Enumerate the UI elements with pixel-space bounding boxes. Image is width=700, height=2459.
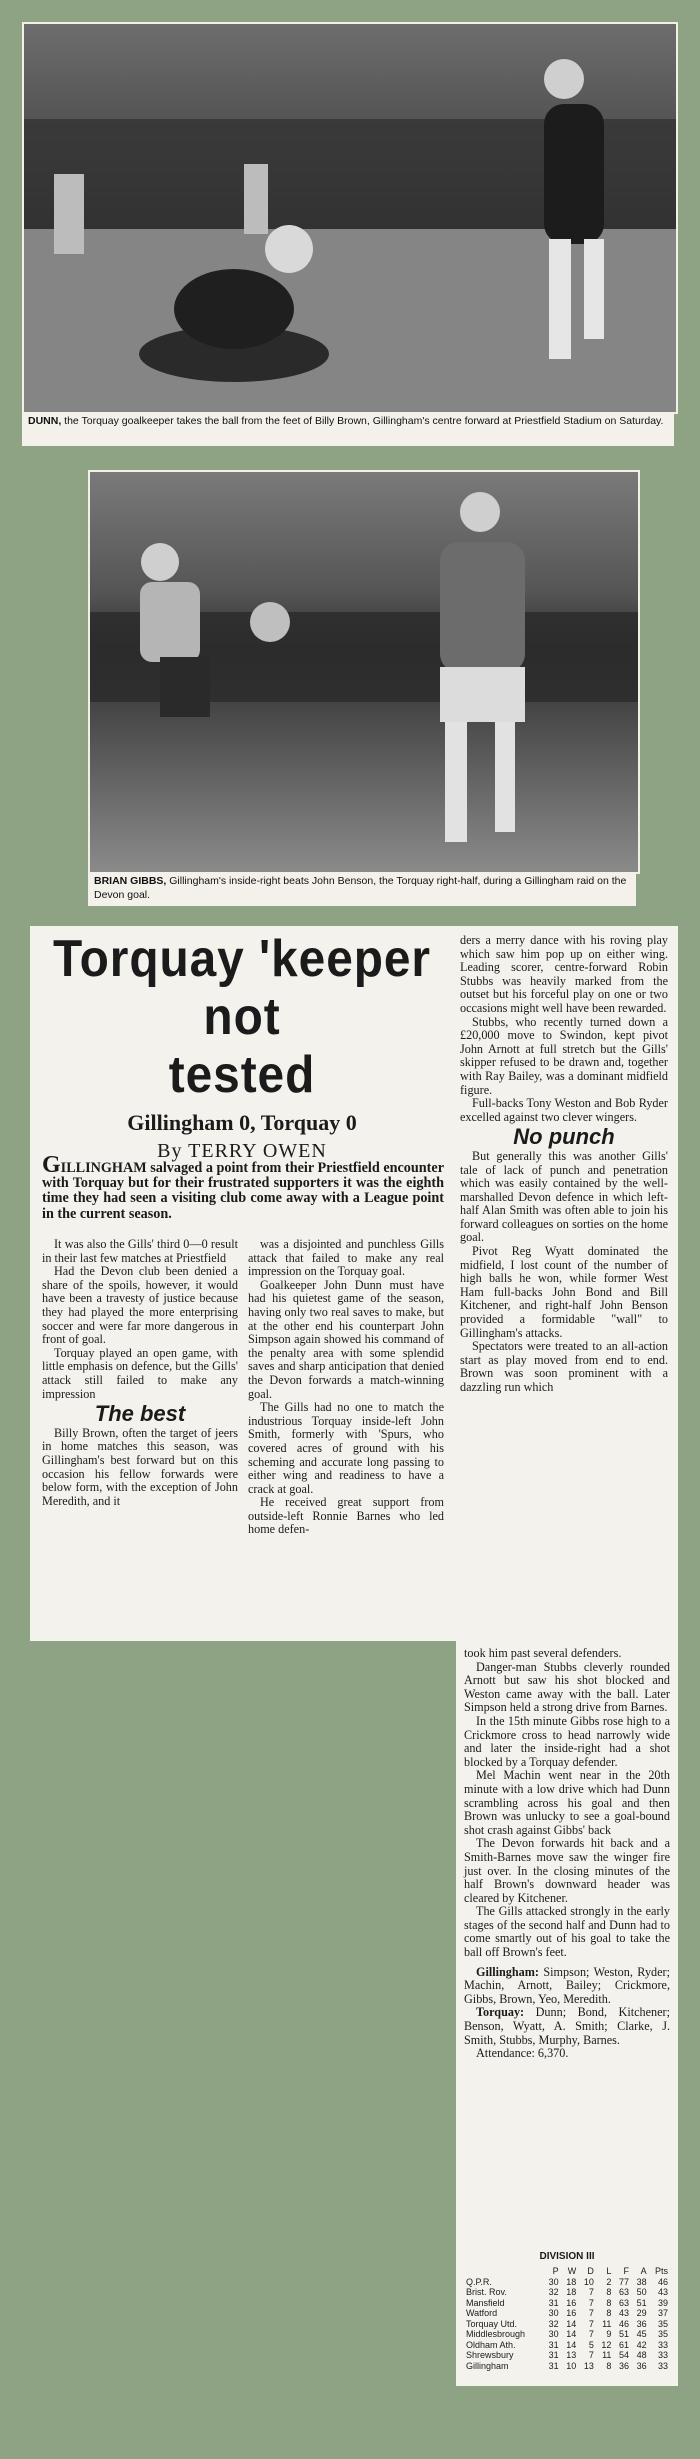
league-stat: 36 [636,2318,647,2329]
league-stat: 46 [618,2318,629,2329]
league-stat: 63 [618,2287,629,2297]
league-stat: 7 [588,2297,594,2308]
league-stat: 77 [618,2276,629,2287]
paragraph: Pivot Reg Wyatt dominated the midfield, I lost count of the number of high balls he won, while former West Ham full-backs John Bond and Bill Kitchener, and right-half John Benson provided a formidable "wall" to Gillingham's attacks. [460,1244,668,1340]
result-subhead: Gillingham 0, Torquay 0 [127,1110,357,1135]
league-stat: 30 [548,2276,559,2287]
league-stat: 8 [606,2308,612,2318]
team-lineup: Simpson; Weston, Ryder; Machin, Arnott, Bailey; Crickmore, Gibbs, Brown, Yeo, Meredith. [464,1964,670,2006]
photo-caption-1 [22,412,674,446]
paragraph: Mel Machin went near in the 20th minute with a low drive which had Dunn scrambling across his goal and then Brown was unlucky to see a goal-bound shot crash against Gibbs' back [464,1768,670,1837]
league-stat: 14 [566,2329,577,2339]
league-stat: 7 [588,2308,594,2318]
league-stat: 9 [606,2329,612,2339]
league-row [464,2340,670,2351]
attendance: Attendance: 6,370. [476,2046,569,2061]
league-stat: 61 [618,2339,629,2350]
league-stat: 35 [657,2318,668,2329]
league-header-cell: P [552,2266,559,2276]
league-stat: 7 [588,2318,594,2329]
league-stat: 14 [566,2318,577,2329]
article-column-4 [464,1647,670,2061]
headline-line-1: Torquay 'keeper not [53,930,431,1046]
league-stat: 8 [606,2297,612,2308]
league-stat: 30 [548,2308,559,2318]
team-label: Torquay: [476,2005,525,2020]
league-stat: 42 [636,2339,647,2350]
paragraph: took him past several defenders. [464,1646,622,1660]
team-label: Gillingham: [476,1964,539,1979]
paragraph: Goalkeeper John Dunn must have had his quietest game of the season, having only two real saves to make, but at the other end his counterpart John Simpson again showed his command of the penalty area with some splendid saves and sharp anticipation that denied the Devon forwards a match-winning goal. [248,1277,444,1401]
league-stat: 30 [548,2329,559,2339]
league-team-name: Shrewsbury [466,2350,514,2360]
league-team-name: Mansfield [466,2297,505,2308]
article-column-2 [248,1238,444,1537]
paragraph: Danger-man Stubbs cleverly rounded Arnott but saw his shot blocked and Weston came away with the ball. Later Simpson held a strong drive from Barnes. [464,1659,670,1715]
league-stat: 51 [636,2297,647,2308]
paragraph: But generally this was another Gills' tale of lack of punch and penetration which was easily contained by the well-marshalled Devon defence in which left-half Alan Smith was often able to join his forward colleagues on sorties on the home goal. [460,1148,668,1245]
league-stat: 33 [657,2339,668,2350]
paragraph: Had the Devon club been denied a share of the spoils, however, it would have been a travesty of justice because they had played the more enterprising soccer and were far more dangerous in front of goal. [42,1264,238,1347]
caption-text: Gillingham's inside-right beats John Benson, the Torquay right-half, during a Gillingham raid on the Devon goal. [94,875,627,901]
league-stat: 36 [636,2360,647,2371]
league-stat: 51 [618,2329,629,2339]
league-stat: 37 [657,2308,668,2318]
paragraph: was a disjointed and punchless Gills attack that failed to make any real impression on the Torquay goal. [248,1237,444,1279]
league-team-name: Gillingham [466,2360,509,2371]
league-team-name: Q.P.R. [466,2276,492,2287]
league-stat: 2 [606,2276,612,2287]
paragraph: It was also the Gills' third 0—0 result in their last few matches at Priestfield [42,1237,238,1265]
league-stat: 50 [636,2287,647,2297]
league-stat: 39 [657,2297,668,2308]
paragraph: The Devon forwards hit back and a Smith-Barnes move saw the winger fire just over. In the closing minutes of the half Brown's downward header was cleared by Kitchener. [464,1836,670,1905]
paragraph: The Gills attacked strongly in the early stages of the second half and Dunn had to come smartly out of his goal to take the ball off Brown's feet. [464,1904,670,1960]
league-stat: 54 [618,2350,629,2360]
paragraph: In the 15th minute Gibbs rose high to a Crickmore cross to head narrowly wide and later the inside-right had a shot blocked by a Torquay defender. [464,1713,670,1769]
league-header-cell: A [640,2266,647,2276]
league-stat: 36 [618,2360,629,2371]
crosshead-no-punch: No punch [513,1124,615,1150]
league-stat: 35 [657,2329,668,2339]
league-header-cell: L [606,2266,612,2276]
league-team-name: Oldham Ath. [466,2339,516,2350]
league-header-cell: D [587,2266,594,2276]
league-table-grid [464,2266,670,2371]
league-stat: 18 [566,2287,577,2297]
league-team-name: Middlesbrough [466,2329,526,2339]
league-stat: 8 [606,2360,612,2371]
lead-paragraph [42,1152,444,1222]
league-header-cell: W [567,2266,577,2276]
league-stat: 11 [602,2350,612,2360]
headline-line-2: tested [168,1046,316,1104]
league-stat: 33 [657,2350,668,2360]
league-title: DIVISION III [539,2251,595,2262]
league-stat: 7 [588,2287,594,2297]
league-stat: 10 [566,2360,577,2371]
paragraph: Billy Brown, often the target of jeers in home matches this season, was Gillingham's best forward but on this occasion his fellow forwards were below form, with the exception of John Meredith, and it [42,1425,238,1508]
league-stat: 13 [583,2360,594,2371]
league-stat: 5 [588,2339,594,2350]
article-column-1 [42,1238,238,1508]
team-lineup: Dunn; Bond, Kitchener; Benson, Wyatt, A. Smith; Clarke, J. Smith, Stubbs, Murphy, Barnes. [464,2005,670,2047]
league-stat: 16 [566,2308,577,2318]
drop-cap: G [42,1152,61,1178]
league-stat: 43 [657,2287,668,2297]
league-stat: 46 [657,2276,668,2287]
league-team-name: Brist. Rov. [466,2287,507,2297]
league-table [464,2251,670,2371]
league-row [464,2350,670,2361]
league-row [464,2361,670,2372]
league-stat: 31 [548,2339,559,2350]
league-row [464,2277,670,2288]
league-stat: 8 [606,2287,612,2297]
league-stat: 18 [566,2276,577,2287]
league-stat: 45 [636,2329,647,2339]
league-stat: 7 [588,2350,594,2360]
league-row [464,2287,670,2298]
league-stat: 7 [588,2329,594,2339]
crosshead-the-best: The best [94,1401,186,1427]
league-stat: 32 [548,2287,559,2297]
paragraph: Full-backs Tony Weston and Bob Ryder excelled against two clever wingers. [460,1096,668,1124]
caption-name: BRIAN GIBBS, [94,875,167,887]
league-header-cell [464,2266,543,2277]
paragraph: Torquay played an open game, with little emphasis on defence, but the Gills' attack still failed to make any impression [42,1345,238,1401]
league-stat: 32 [548,2318,559,2329]
league-stat: 31 [548,2360,559,2371]
league-stat: 38 [636,2276,647,2287]
caption-name: DUNN, [28,415,62,427]
league-team-name: Watford [466,2308,498,2318]
league-stat: 31 [548,2350,559,2360]
league-row [464,2319,670,2330]
league-stat: 11 [602,2318,612,2329]
article-column-3 [460,934,668,1395]
photo-caption-2 [88,872,636,906]
league-stat: 29 [636,2308,647,2318]
league-team-name: Torquay Utd. [466,2318,518,2329]
match-photo-gibbs [88,470,640,874]
paragraph: He received great support from outside-left Ronnie Barnes who led home defen- [248,1495,444,1537]
paragraph: The Gills had no one to match the industrious Torquay inside-left John Smith, formerly with 'Spurs, who covered acres of ground with his scheming and accurate long passing to either wing and readiness to have a crack at goal. [248,1400,444,1496]
caption-text: the Torquay goalkeeper takes the ball from the feet of Billy Brown, Gillingham's centre forward at Priestfield Stadium on Saturday. [61,415,664,427]
match-photo-goalkeeper [22,22,678,414]
lead-first-word: ILLINGHAM [60,1160,147,1176]
league-header-cell: F [623,2266,629,2276]
league-row [464,2329,670,2340]
paragraph: Stubbs, who recently turned down a £20,000 move to Swindon, kept pivot John Arnott at full stretch but the Gills' skipper refused to be drawn and, together with Ray Bailey, was a dominant midfield figure. [460,1014,668,1097]
league-stat: 31 [548,2297,559,2308]
article-continuation [456,1641,678,2386]
league-stat: 16 [566,2297,577,2308]
league-row [464,2308,670,2319]
league-row [464,2298,670,2309]
league-stat: 48 [636,2350,647,2360]
photo-image [24,24,676,412]
league-stat: 13 [566,2350,577,2360]
league-header-row [464,2266,670,2277]
league-header-cell: Pts [654,2266,668,2276]
byline: By TERRY OWEN [157,1140,327,1162]
league-stat: 43 [618,2308,629,2318]
league-stat: 10 [583,2276,594,2287]
team-torquay [464,2006,670,2047]
league-stat: 12 [601,2339,612,2350]
team-gillingham [464,1966,670,2007]
league-stat: 63 [618,2297,629,2308]
paragraph: Spectators were treated to an all-action start as play moved from end to end. Brown was soon prominent with a dazzling run which [460,1339,668,1394]
article-clipping [30,926,678,1641]
paragraph: ders a merry dance with his roving play which saw him pop up on either wing. Leading scorer, centre-forward Robin Stubbs was heavily marked from the outset but his forceful play on one or two occasions might well have been rewarded. [460,933,668,1015]
league-stat: 14 [566,2339,577,2350]
league-stat: 33 [657,2360,668,2371]
lead-text: salvaged a point from their Priestfield encounter with Torquay but for their frustrated supporters it was the eighth time they had seen a visiting club come away with a League point in the current season. [42,1160,444,1222]
photo-image [90,472,638,872]
